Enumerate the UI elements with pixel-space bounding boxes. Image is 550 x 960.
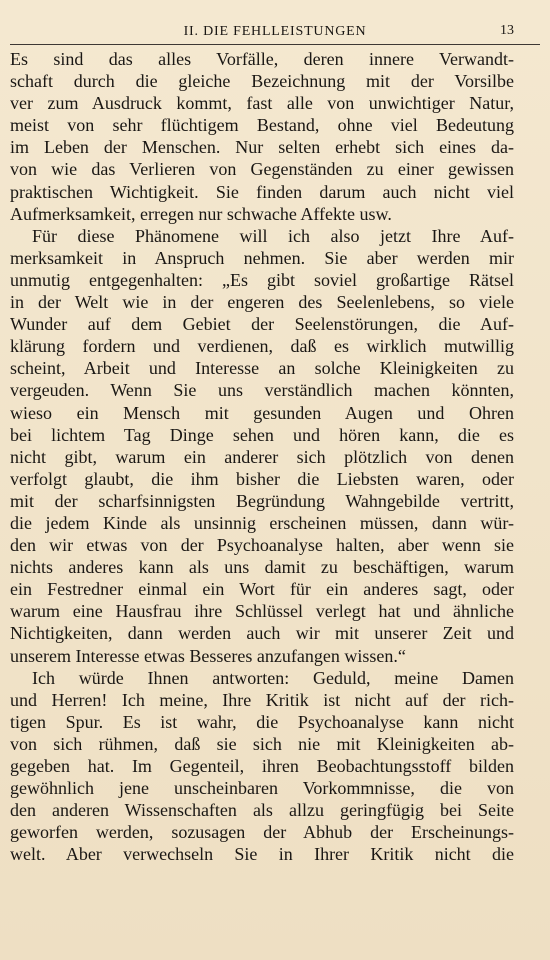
text-line: praktischen Wichtigkeit. Sie finden darum auch nicht viel — [10, 181, 514, 202]
text-line: gegeben hat. Im Gegenteil, ihren Beobachtungsstoff bilden — [10, 756, 514, 776]
text-line: im Leben der Menschen. Nur selten erhebt sich eines da- — [10, 137, 514, 158]
text-line: merksamkeit in Anspruch nehmen. Sie aber werden mir — [10, 247, 514, 268]
text-line: tigen Spur. Es ist wahr, die Psychoanalyse kann nicht — [10, 711, 514, 732]
text-line: Es sind das alles Vorfälle, deren innere Verwandt- — [10, 49, 514, 69]
text-line: warum eine Hausfrau ihre Schlüssel verlegt hat und ähnliche — [10, 601, 514, 622]
text-line: unmutig entgegenhalten: „Es gibt soviel großartige Rätsel — [10, 269, 514, 290]
text-line: geworfen werden, sozusagen der Abhub der Erscheinungs- — [10, 822, 514, 843]
text-line: Für diese Phänomene will ich also jetzt Ihre Auf- — [32, 225, 514, 246]
page-number: 13 — [500, 23, 514, 38]
text-line: Nichtigkeiten, dann werden auch wir mit unserer Zeit und — [10, 623, 514, 644]
paragraph — [10, 48, 514, 225]
text-line: den anderen Wissenschaften als allzu geringfügig bei Seite — [10, 800, 514, 821]
text-line: schaft durch die gleiche Bezeichnung mit der Vorsilbe — [10, 71, 514, 92]
text-line: mit der scharfsinnigsten Begründung Wahngebilde vertritt, — [10, 490, 514, 511]
text-line: und Herren! Ich meine, Ihre Kritik ist nicht auf der rich- — [10, 689, 514, 710]
text-line: von wie das Verlieren von Gegenständen zu einer gewissen — [10, 159, 514, 180]
text-line: Aufmerksamkeit, erregen nur schwache Affekte usw. — [10, 203, 392, 224]
text-line: nichts anderes kann als uns damit zu beschäftigen, warum — [10, 557, 514, 578]
text-line: unserem Interesse etwas Besseres anzufangen wissen.“ — [10, 645, 406, 666]
text-line: von sich rühmen, daß sie sich nie mit Kleinigkeiten ab- — [10, 733, 514, 754]
running-header — [10, 18, 540, 45]
text-line: ver zum Ausdruck kommt, fast alle von unwichtiger Natur, — [10, 93, 514, 114]
text-line: den wir etwas von der Psychoanalyse halten, aber wenn sie — [10, 535, 514, 556]
paragraph — [10, 667, 514, 866]
text-line: meist von sehr flüchtigem Bestand, ohne viel Bedeutung — [10, 115, 514, 136]
text-line: gewöhnlich jene unscheinbaren Vorkommnisse, die von — [10, 778, 514, 799]
text-line: nicht gibt, warum ein anderer sich plötzlich von denen — [10, 446, 514, 467]
text-line: scheint, Arbeit und Interesse an solche Kleinigkeiten zu — [10, 358, 514, 379]
body-text — [10, 48, 514, 865]
paragraph — [10, 225, 514, 667]
text-line: ein Festredner einmal ein Wort für ein anderes sagt, oder — [10, 579, 514, 600]
text-line: klärung fordern und verdienen, daß es wirklich mutwillig — [10, 336, 514, 357]
text-line: welt. Aber verwechseln Sie in Ihrer Kritik nicht die — [10, 844, 514, 865]
text-line: wieso ein Mensch mit gesunden Augen und Ohren — [10, 402, 514, 423]
text-line: verfolgt glaubt, die ihm bisher die Liebsten waren, oder — [10, 468, 514, 489]
text-line: die jedem Kinde als unsinnig erscheinen müssen, dann wür- — [10, 512, 514, 533]
chapter-heading: II. DIE FEHLLEISTUNGEN — [183, 24, 367, 39]
text-line: in der Welt wie in der engeren des Seelenlebens, so viele — [10, 292, 514, 313]
text-line: bei lichtem Tag Dinge sehen und hören kann, die es — [10, 424, 514, 445]
text-line: vergeuden. Wenn Sie uns verständlich machen könnten, — [10, 380, 514, 401]
text-line: Ich würde Ihnen antworten: Geduld, meine Damen — [32, 667, 514, 688]
text-line: Wunder auf dem Gebiet der Seelenstörungen, die Auf- — [10, 314, 514, 335]
